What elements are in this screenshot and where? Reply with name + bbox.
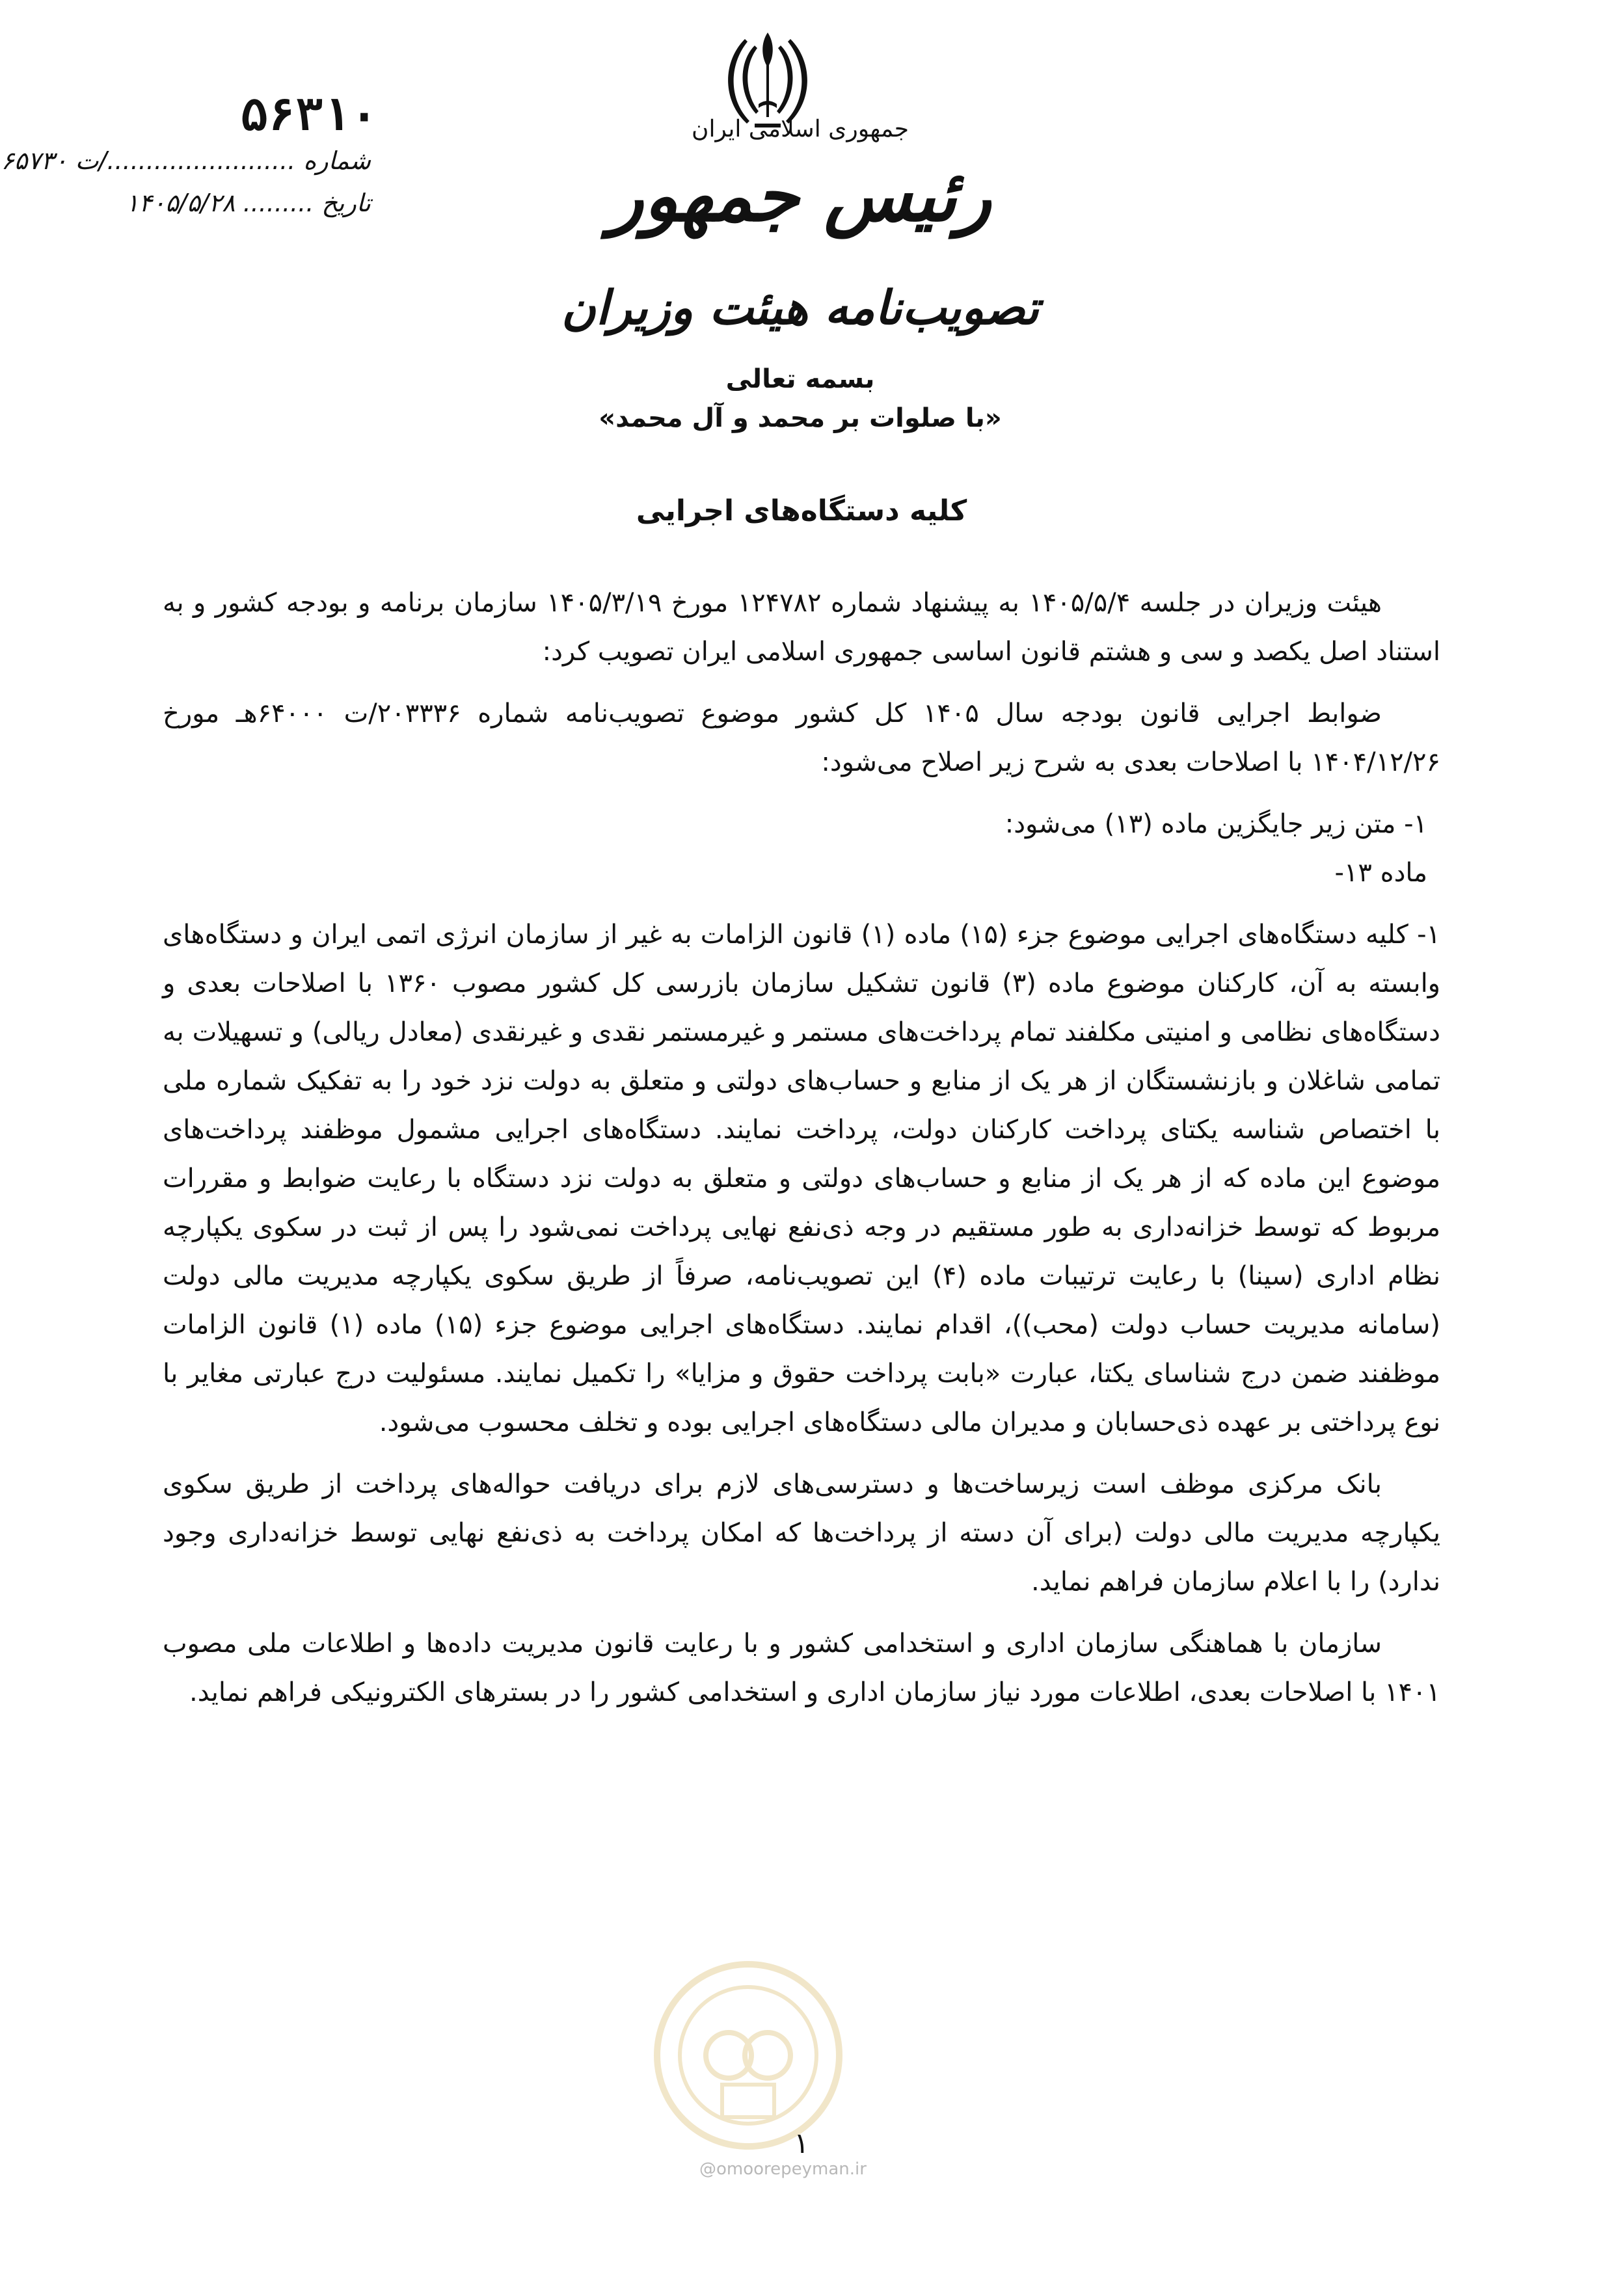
seal-stamp-icon xyxy=(651,1958,846,2153)
watermark: @omoorepeyman.ir xyxy=(699,2159,867,2179)
republic-caption: جمهوری اسلامی ایران xyxy=(692,116,909,142)
article-heading: ماده ۱۳- xyxy=(1334,858,1427,888)
basmala: بسمه تعالی xyxy=(725,364,875,394)
paragraph-2: ضوابط اجرایی قانون بودجه سال ۱۴۰۵ کل کشور موضوع تصویب‌نامه شماره ۲۰۳۳۳۶/ت ۶۴۰۰۰هـ مورخ ۱۴۰۴/۱۲/۲۶ با اصلاحات بعدی به شرح زیر اصلاح می‌شود: xyxy=(163,699,1440,777)
date-label: تاریخ xyxy=(321,189,371,217)
decree-body xyxy=(163,579,1440,1730)
addressee: کلیه دستگاه‌های اجرایی xyxy=(636,494,967,527)
paragraph-3: ۱- کلیه دستگاه‌های اجرایی موضوع جزء (۱۵) ماده (۱) قانون الزامات به غیر از سازمان انرژی اتمی ایران و دستگاه‌های وابسته به آن، کارکنان موضوع ماده (۳) قانون تشکیل سازمان بازرسی کل کشور مصوب ۱۳۶۰ با اصلاحات بعدی و دستگاه‌های نظامی و امنیتی مکلفند تمام پرداخت‌های مستمر و غیرمستمر نقدی و غیرنقدی (معادل ریالی) و تسهیلات به تمامی شاغلان و بازنشستگان از هر یک از منابع و حساب‌های دولتی و متعلق به دولت نزد خود را به تفکیک شماره ملی با اختصاص شناسه یکتای پرداخت کارکنان دولت، پرداخت نمایند. دستگاه‌های اجرایی مشمول موظفند پرداخت‌های موضوع این ماده که از هر یک از منابع و حساب‌های دولتی و متعلق به دولت نزد دستگاه با رعایت ضوابط و مقررات مربوط که توسط خزانه‌داری به طور مستقیم در وجه ذی‌نفع نهایی پرداخت نمی‌شود را پس از ثبت در سکوی یکپارچه نظام اداری (سینا) با رعایت ترتیبات ماده (۴) این تصویب‌نامه، صرفاً از طریق سکوی یکپارچه مدیریت مالی دولت (سامانه مدیریت حساب دولت (محب))، اقدام نمایند. دستگاه‌های اجرایی موضوع جزء (۱۵) ماده (۱) قانون الزامات موظفند ضمن درج شناسای یکتا، عبارت «بابت پرداخت حقوق و مزایا» را تکمیل نمایند. مسئولیت درج عبارتی مغایر با نوع پرداختی بر عهده ذی‌حسابان و مدیران مالی دستگاه‌های اجرایی بوده و تخلف محسوب می‌شود. xyxy=(163,920,1441,1437)
date-value: ......... ۱۴۰۵/۵/۲۸ xyxy=(126,189,314,217)
approval-title: تصویب‌نامه هیئت وزیران xyxy=(561,280,1039,335)
date-row xyxy=(126,189,371,217)
number-label: شماره xyxy=(303,146,371,175)
number-row xyxy=(0,146,371,175)
number-value: ......................../ت ۶۵۷۳۰ xyxy=(1,146,296,175)
item-1-heading: ۱- متن زیر جایگزین ماده (۱۳) می‌شود: xyxy=(1004,809,1427,839)
salawat: «با صلوات بر محمد و آل محمد» xyxy=(599,403,1002,433)
paragraph-1: هیئت وزیران در جلسه ۱۴۰۵/۵/۴ به پیشنهاد شماره ۱۲۴۷۸۲ مورخ ۱۴۰۵/۳/۱۹ سازمان برنامه و بودجه کشور و به استناد اصل یکصد و سی و هشتم قانون اساسی جمهوری اسلامی ایران تصویب کرد: xyxy=(163,588,1440,667)
paragraph-4: بانک مرکزی موظف است زیرساخت‌ها و دسترسی‌های لازم برای دریافت حواله‌های پرداخت از طریق سکوی یکپارچه مدیریت مالی دولت (برای آن دسته از پرداخت‌ها که امکان پرداخت به ذی‌نفع نهایی توسط خزانه‌داری وجود ندارد) را با اعلام سازمان فراهم نماید. xyxy=(163,1469,1440,1597)
president-title: رئیس جمهور xyxy=(609,154,991,237)
paragraph-5: سازمان با هماهنگی سازمان اداری و استخدامی کشور و با رعایت قانون مدیریت داده‌ها و اطلاعات ملی مصوب ۱۴۰۱ با اصلاحات بعدی، اطلاعات مورد نیاز سازمان اداری و استخدامی کشور را در بسترهای الکترونیکی فراهم نماید. xyxy=(163,1629,1440,1707)
page-number: ۱ xyxy=(794,2127,809,2160)
handwritten-number: ۵۶۳۱۰ xyxy=(241,88,378,141)
